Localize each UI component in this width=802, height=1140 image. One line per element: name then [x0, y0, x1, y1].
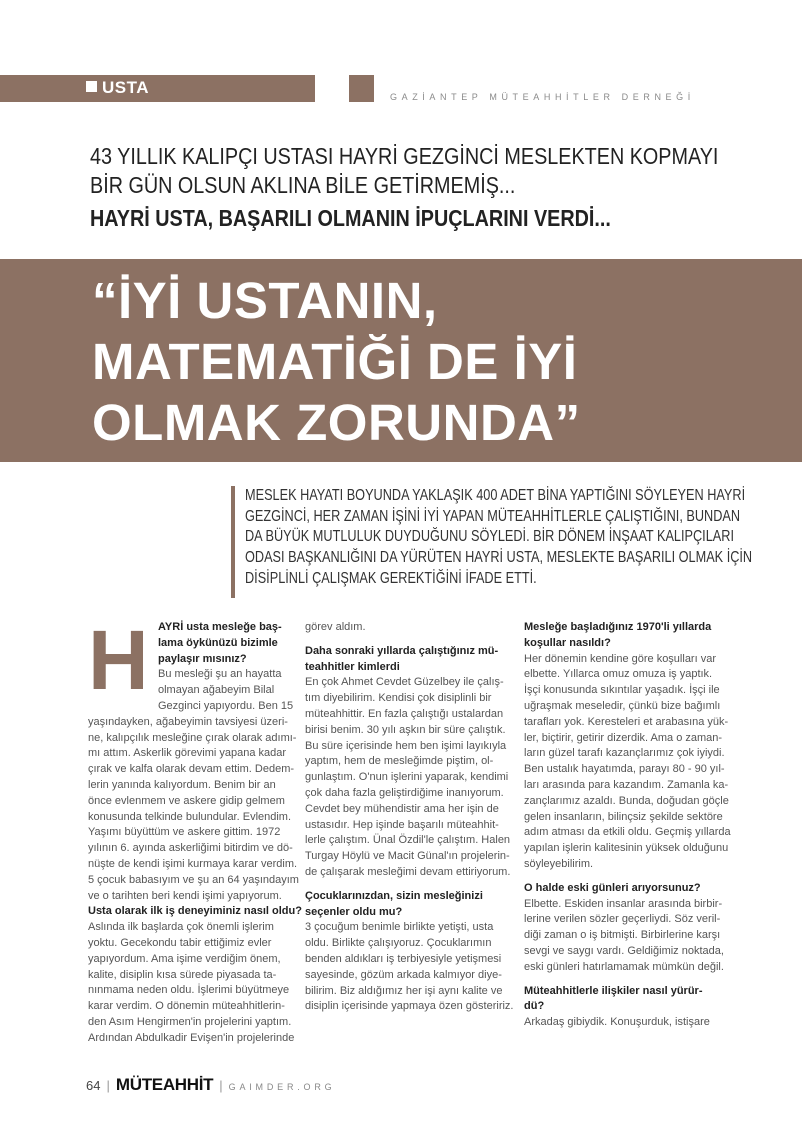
question-line: Usta olarak ilk iş deneyiminiz nasıl oldu? — [88, 905, 302, 918]
lead-line: MESLEK HAYATI BOYUNDA YAKLAŞIK 400 ADET BİNA YAPTIĞINI SÖYLEYEN HAYRİ — [245, 487, 746, 504]
answer-line: ve o tarihten beri kendi işimi yapıyorum. — [88, 889, 282, 902]
answer-line: ları arasında para kazandım. Zamanla ka- — [524, 778, 729, 791]
section-tag-label: USTA — [102, 78, 150, 97]
answer-line: Turgay Höylü ve Macit Günal'ın projelerin- — [305, 850, 510, 863]
association-name: GAZİANTEP MÜTEAHHİTLER DERNEĞİ — [390, 92, 695, 102]
answer-line: sevgi ve saygı vardı. Geldiğimiz noktada, — [524, 944, 724, 957]
footer — [86, 1075, 335, 1095]
answer-line: nınmama neden oldu. İşlerimi büyütmeye — [88, 984, 290, 997]
answer-line: görev aldım. — [305, 621, 366, 633]
headline-line: MATEMATİĞİ DE İYİ — [92, 333, 578, 390]
answer-line: zançlarımız azaldı. Bunda, doğudan göçle — [524, 794, 729, 807]
spacer — [305, 881, 517, 889]
answer-line: tarafları yok. Keresteleri et arabasına yük- — [524, 715, 729, 728]
answer-line: ne, kalıpçılık mesleğine çırak olarak adımı- — [88, 731, 297, 744]
answer-line: 3 çocuğum benimle birlikte yetişti, usta — [305, 921, 494, 934]
answer-line: sayesinde, gözüm arkada kalmıyor diye- — [305, 968, 502, 981]
answer-line: yapıyordum. Ama işime verdiğim önem, — [88, 952, 281, 965]
answer-line: adım atması da etkili oldu. Geçmiş yıllarda — [524, 826, 731, 839]
lead-line: GEZGİNCİ, HER ZAMAN İŞİNİ İYİ YAPAN MÜTEAHHİTLERLE ÇALIŞTIĞINI, BUNDAN — [245, 507, 741, 525]
page-number: 64 — [86, 1078, 101, 1093]
article-column-2 — [305, 620, 517, 1015]
answer-line: ların güzel tarafı kazançlarımız çok iyiydi. — [524, 747, 725, 760]
answer-line: oldu. Birlikte çalışıyoruz. Çocuklarımın — [305, 937, 492, 950]
lead-rule — [231, 486, 235, 598]
answer-line: ler, biçtirir, getirir dizerdik. Ama o zaman- — [524, 731, 723, 744]
answer-line: Ardından Abdulkadir Evişen'in projelerinde — [88, 1031, 295, 1044]
lead-line: ODASI BAŞKANLIĞINI DA YÜRÜTEN HAYRİ USTA, MESLEKTE BAŞARILI OLMAK İÇİN — [245, 549, 753, 567]
answer-line: den Asım Hengirmen'in projelerini yaptım. — [88, 1015, 292, 1028]
answer-line: Aslında ilk başlarda çok önemli işlerim — [88, 921, 274, 934]
answer-line: nüşte de kendi işimi kurmaya karar verdim. — [88, 857, 298, 870]
lead-line: DİSİPLİNLİ ÇALIŞMAK GEREKTİĞİNİ İFADE ETTİ. — [245, 569, 537, 587]
square-bullet-icon — [86, 81, 97, 92]
answer-line: eski günleri hatırlamamak mümkün değil. — [524, 960, 724, 973]
answer-line: gelen insanların, bilinçsiz şekilde sektöre — [524, 810, 723, 823]
article-column-3 — [524, 620, 736, 1031]
question-line: paylaşır mısınız? — [158, 652, 247, 665]
answer-line: disiplin içerisinde yapmaya özen gösteririz. — [305, 1000, 514, 1013]
answer-line: kalite, disiplin kısa sürede piyasada ta- — [88, 968, 277, 981]
answer-line: Gezginci yapıyordu. Ben 15 — [158, 699, 294, 712]
section-bar-accent — [349, 75, 374, 102]
kicker-line: BİR GÜN OLSUN AKLINA BİLE GETİRMEMİŞ... — [90, 172, 516, 198]
magazine-logo: MÜTEAHHİT — [115, 1075, 214, 1094]
question-line: teahhitler kimlerdi — [305, 660, 400, 673]
lead-line: DA BÜYÜK MUTLULUK DUYDUĞUNU SÖYLEDİ. BİR DÖNEM İNŞAAT KALIPÇILARI — [245, 528, 734, 546]
website: GAIMDER.ORG — [228, 1082, 336, 1092]
answer-line: lerin yanında kalıyordum. Benim bir an — [88, 778, 276, 791]
answer-line: birisi benim. 30 yılı aşkın bir süre çalıştık. — [305, 723, 506, 736]
answer-line: İşçi konusunda sıkıntılar yaşadık. İşçi ile — [524, 684, 720, 697]
question-line: Çocuklarınızdan, sizin mesleğinizi — [305, 889, 483, 902]
answer-line: Her dönemin kendine göre koşulları var — [524, 652, 716, 665]
headline-line: OLMAK ZORUNDA” — [92, 394, 581, 451]
kicker-bold: HAYRİ USTA, BAŞARILI OLMANIN İPUÇLARINI VERDİ... — [90, 205, 611, 231]
answer-line: Elbette. Eskiden insanlar arasında birbir- — [524, 897, 723, 910]
question-line: AYRİ usta mesleğe baş- — [158, 621, 282, 633]
spacer — [305, 636, 517, 644]
spacer — [524, 873, 736, 881]
answer-line: ustasıdır. Hep işinde başarılı müteahhit- — [305, 818, 499, 831]
answer-line: gunlaştım. O'nun işlerini yaparak, kendimi — [305, 771, 509, 784]
footer-divider: | — [106, 1078, 110, 1093]
answer-line: yılının 6. ayında askerliğimi bitirdim ve dö- — [88, 842, 293, 855]
kicker — [90, 142, 719, 200]
answer-line: yoktu. Gecekondu tabir ettiğimiz evler — [88, 936, 272, 949]
section-tag — [86, 78, 149, 98]
answer-line: lerle çalıştım. Ünal Özdil'le çalıştım. Halen — [305, 834, 511, 847]
kicker-line: 43 YILLIK KALIPÇI USTASI HAYRİ GEZGİNCİ MESLEKTEN KOPMAYI — [90, 143, 719, 169]
question-line: Müteahhitlerle ilişkiler nasıl yürür- — [524, 984, 703, 997]
footer-divider: | — [219, 1078, 223, 1093]
question-line: Daha sonraki yıllarda çalıştığınız mü- — [305, 644, 499, 657]
question-line: koşullar nasıldı? — [524, 636, 611, 649]
answer-line: mı attım. Askerlik görevimi yapana kadar — [88, 747, 287, 760]
answer-line: çok daha fazla geliştirdiğime inanıyorum. — [305, 786, 504, 799]
answer-line: yapılan işlerin kalitesinin yüksek olduğunu — [524, 842, 729, 855]
answer-line: Arkadaş gibiydik. Konuşurduk, istişare — [524, 1016, 710, 1029]
answer-line: En çok Ahmet Cevdet Güzelbey ile çalış- — [305, 676, 504, 689]
answer-line: olmayan ağabeyim Bilal — [158, 684, 275, 697]
lead-paragraph — [245, 486, 786, 590]
article-column-1 — [88, 613, 302, 1047]
answer-line: Cevdet bey mühendistir ama her işin de — [305, 802, 499, 815]
answer-line: söyleyebilirim. — [524, 857, 594, 870]
question-line: Mesleğe başladığınız 1970'li yıllarda — [524, 621, 712, 633]
answer-line: tım diyebilirim. Kendisi çok disiplinli bir — [305, 692, 492, 705]
headline — [92, 270, 792, 453]
answer-line: Bu süre içerisinde hem ben işimi layıkıyla — [305, 739, 507, 752]
answer-line: yaşındayken, ağabeyimin tavsiyesi üzeri- — [88, 715, 288, 728]
question-line: seçenler oldu mu? — [305, 905, 403, 918]
answer-line: uğraşmak meseledir, çünkü bize bağımlı — [524, 699, 721, 712]
answer-line: önce evlenmem ve askere gidip gelmem — [88, 794, 285, 807]
answer-line: yaptım, hem de mesleğimde piştim, ol- — [305, 755, 494, 768]
answer-line: de çalışarak mesleğimi devam ettiriyorum. — [305, 865, 511, 878]
question-line: lama öykünüzü bizimle — [158, 636, 278, 649]
answer-line: konusunda telkinde bulundular. Evlendim. — [88, 810, 292, 823]
headline-line: “İYİ USTANIN, — [92, 272, 438, 329]
answer-line: elbette. Yıllarca omuz omuza iş yaptık. — [524, 668, 713, 681]
question-line: dü? — [524, 1000, 545, 1013]
answer-line: müteahhittir. En fazla çalıştığı ustalardan — [305, 707, 504, 720]
answer-line: Yaşımı büyüttüm ve askere gittim. 1972 — [88, 826, 281, 839]
answer-line: bilirim. Biz aldığımız her işi aynı kalite ve — [305, 984, 503, 997]
answer-line: Bu mesleği şu an hayatta — [158, 668, 282, 681]
answer-line: benden aldıkları iş terbiyesiyle yetişmesi — [305, 952, 502, 965]
spacer — [524, 976, 736, 984]
answer-line: Ben ustalık hayatımda, parayı 80 - 90 yıl- — [524, 763, 725, 776]
dropcap: H — [88, 613, 149, 707]
answer-line: karar verdim. O dönemin müteahhitlerin- — [88, 1000, 285, 1013]
answer-line: çırak ve kalfa olarak devam ettim. Dedem- — [88, 763, 295, 776]
answer-line: diği zaman o iş bitmişti. Birbirlerine karşı — [524, 929, 721, 942]
answer-line: lerine verilen sözler geçerliydi. Söz veril- — [524, 913, 721, 926]
section-bar — [0, 75, 315, 102]
question-line: O halde eski günleri arıyorsunuz? — [524, 881, 701, 894]
answer-line: 5 çocuk babasıyım ve şu an 64 yaşındayım — [88, 873, 299, 886]
